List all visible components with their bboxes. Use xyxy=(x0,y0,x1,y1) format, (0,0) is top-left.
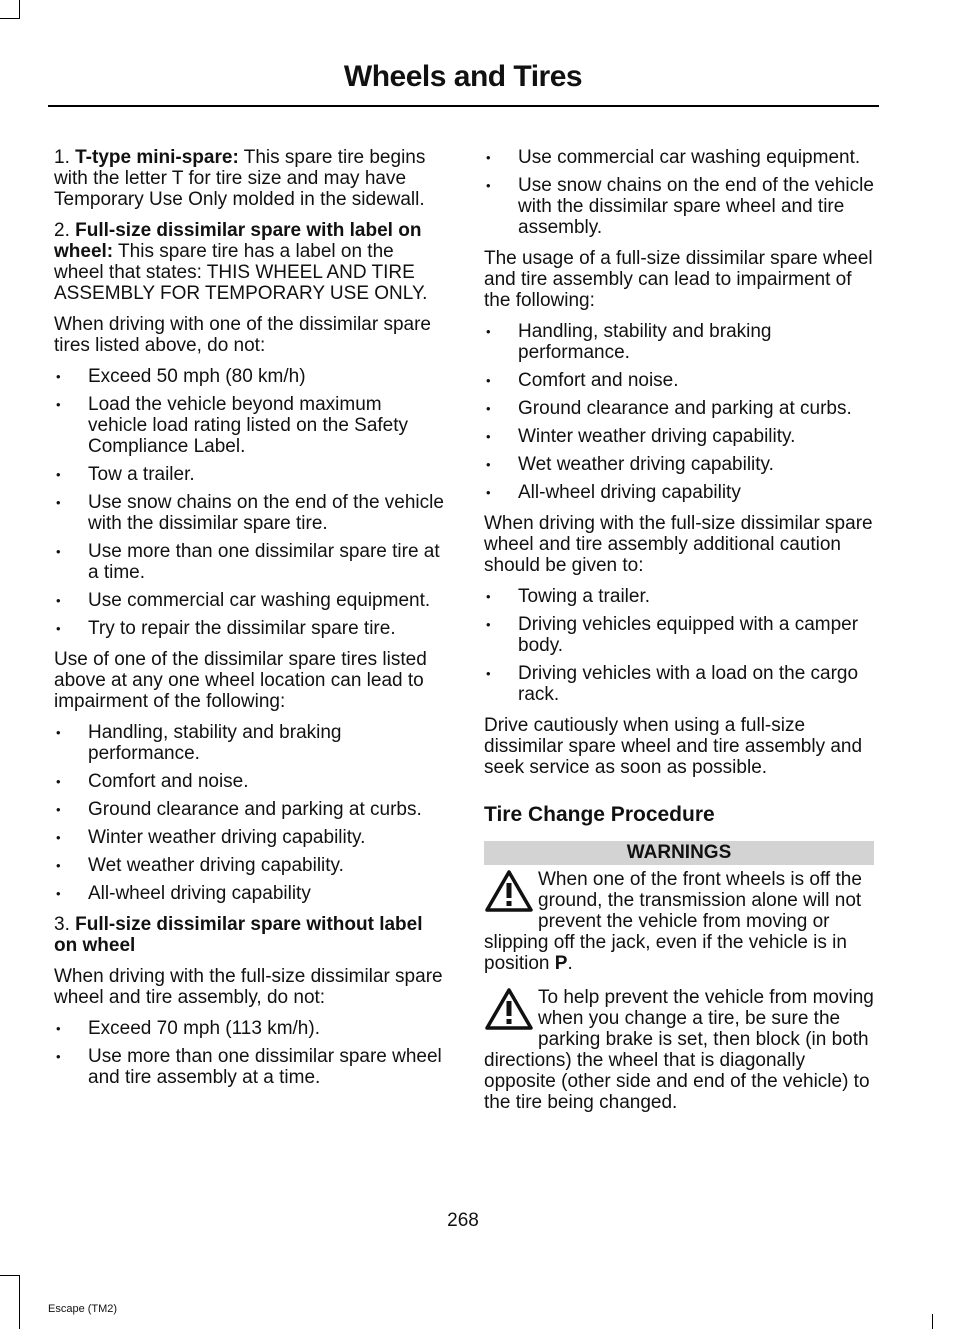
bullet-list xyxy=(54,722,446,904)
list-item: • All-wheel driving capability xyxy=(484,482,874,503)
footer-label: Escape (TM2) xyxy=(48,1303,118,1315)
title-rule xyxy=(48,105,879,107)
list-item: • Driving vehicles with a load on the cargo rack. xyxy=(484,663,874,705)
list-item: • All-wheel driving capability xyxy=(54,883,446,904)
spare-type-3: 3. Full-size dissimilar spare without label on wheel xyxy=(54,914,423,956)
list-item: • Use commercial car washing equipment. xyxy=(54,590,446,611)
warning-text: When one of the front wheels is off the ground, the transmission alone will not prevent the vehicle from moving or slipping off the jack, even if the vehicle is in position xyxy=(484,869,862,974)
paragraph: The usage of a full-size dissimilar spare wheel and tire assembly can lead to impairment of the following: xyxy=(484,248,873,311)
list-item: • Handling, stability and braking performance. xyxy=(484,321,874,363)
warning-triangle-icon xyxy=(484,869,534,913)
list-item: • Wet weather driving capability. xyxy=(54,855,446,876)
section-heading: Tire Change Procedure xyxy=(484,803,715,826)
crop-mark xyxy=(19,1275,20,1329)
list-item: • Winter weather driving capability. xyxy=(54,827,446,848)
list-item: • Comfort and noise. xyxy=(54,771,446,792)
crop-mark xyxy=(0,1275,20,1276)
warning-item xyxy=(484,987,874,1113)
paragraph: When driving with the full-size dissimilar spare wheel and tire assembly additional caution should be given to: xyxy=(484,513,873,576)
list-item: • Ground clearance and parking at curbs. xyxy=(484,398,874,419)
left-column xyxy=(54,147,446,1098)
list-item: • Use more than one dissimilar spare wheel and tire assembly at a time. xyxy=(54,1046,446,1088)
crop-mark xyxy=(932,1314,933,1329)
bullet-list xyxy=(484,147,874,238)
right-column xyxy=(484,147,874,1126)
paragraph: Use of one of the dissimilar spare tires listed above at any one wheel location can lead to impairment of the following: xyxy=(54,649,427,712)
bullet-list xyxy=(484,586,874,705)
list-item: • Handling, stability and braking performance. xyxy=(54,722,446,764)
list-item: • Use commercial car washing equipment. xyxy=(484,147,874,168)
list-item: • Ground clearance and parking at curbs. xyxy=(54,799,446,820)
spare-type-1: 1. T-type mini-spare: This spare tire begins with the letter T for tire size and may have Temporary Use Only molded in the sidewall. xyxy=(54,147,426,210)
bullet-list xyxy=(54,366,446,639)
page-number: 268 xyxy=(447,1210,479,1231)
crop-mark xyxy=(19,0,20,18)
crop-mark xyxy=(0,18,20,19)
list-item: • Comfort and noise. xyxy=(484,370,874,391)
spare-term: T-type mini-spare: xyxy=(75,147,239,168)
list-item: • Wet weather driving capability. xyxy=(484,454,874,475)
bullet-list xyxy=(484,321,874,503)
paragraph: When driving with the full-size dissimilar spare wheel and tire assembly, do not: xyxy=(54,966,443,1008)
warning-text: To help prevent the vehicle from moving when you change a tire, be sure the parking brake is set, then block (in both directions) the wheel that is diagonally opposite (other side and end of the vehicle) to the tire being changed. xyxy=(484,987,874,1113)
list-item: • Driving vehicles equipped with a camper body. xyxy=(484,614,874,656)
list-item: • Exceed 70 mph (113 km/h). xyxy=(54,1018,446,1039)
list-item: • Use more than one dissimilar spare tire at a time. xyxy=(54,541,446,583)
list-item: • Use snow chains on the end of the vehicle with the dissimilar spare wheel and tire assembly. xyxy=(484,175,874,238)
list-item: • Use snow chains on the end of the vehicle with the dissimilar spare tire. xyxy=(54,492,446,534)
bullet-list xyxy=(54,1018,446,1088)
list-item: • Exceed 50 mph (80 km/h) xyxy=(54,366,446,387)
list-item: • Load the vehicle beyond maximum vehicle load rating listed on the Safety Compliance Label. xyxy=(54,394,446,457)
warning-triangle-icon xyxy=(484,987,534,1031)
paragraph: When driving with one of the dissimilar spare tires listed above, do not: xyxy=(54,314,432,356)
list-item: • Towing a trailer. xyxy=(484,586,874,607)
list-item: • Tow a trailer. xyxy=(54,464,446,485)
paragraph: Drive cautiously when using a full-size dissimilar spare wheel and tire assembly and seek service as soon as possible. xyxy=(484,715,863,778)
spare-term: Full-size dissimilar spare with label on wheel: xyxy=(54,220,422,262)
spare-term: Full-size dissimilar spare without label on wheel xyxy=(54,914,423,956)
gear-position: P xyxy=(554,953,568,974)
list-item: • Winter weather driving capability. xyxy=(484,426,874,447)
spare-type-2: 2. Full-size dissimilar spare with label on wheel: This spare tire has a label on the wheel that states: THIS WHEEL AND TIRE ASSEMBLY FOR TEMPORARY USE ONLY. xyxy=(54,220,428,304)
warning-item: When one of the front wheels is off the ground, the transmission alone will not prevent the vehicle from moving or slipping off the jack, even if the vehicle is in position P. xyxy=(484,869,862,974)
list-item: • Try to repair the dissimilar spare tire. xyxy=(54,618,446,639)
page-title: Wheels and Tires xyxy=(343,60,583,93)
warnings-header: WARNINGS xyxy=(484,841,874,865)
